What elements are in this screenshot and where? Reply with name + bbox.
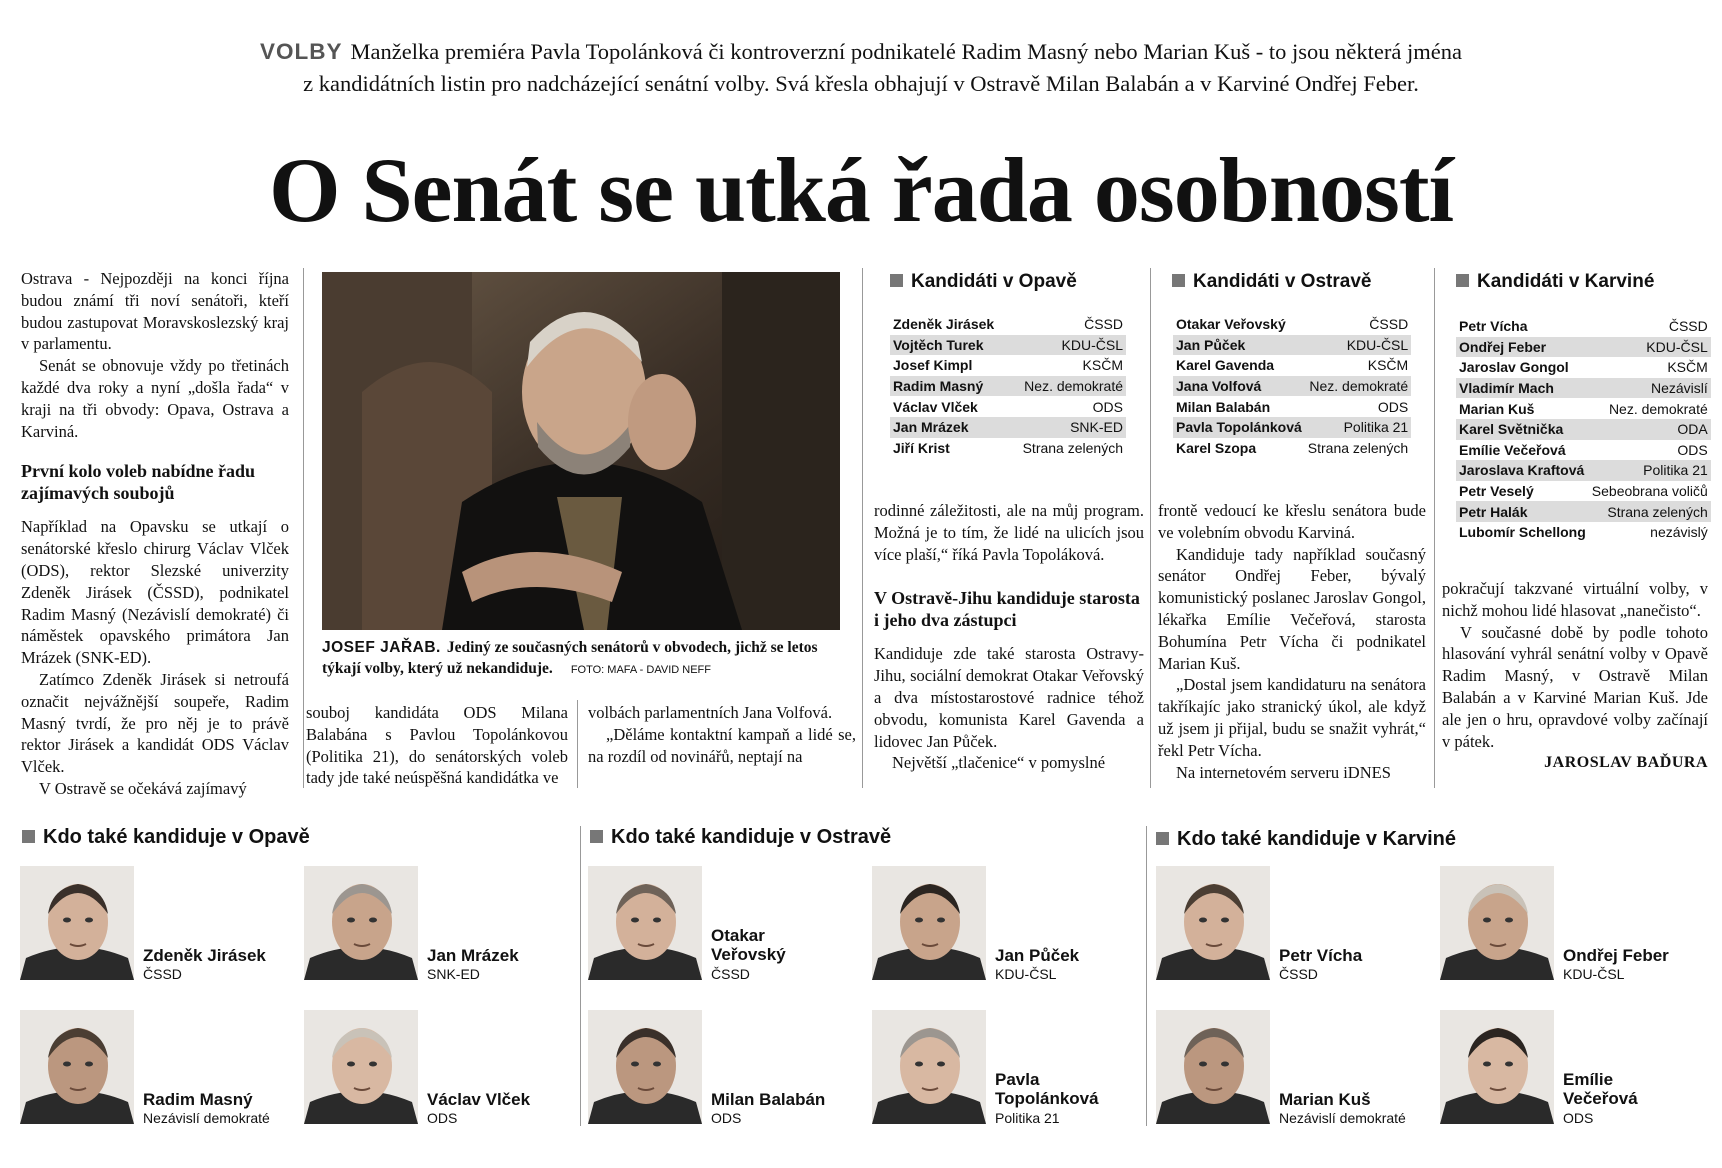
article-column-1 (21, 268, 289, 800)
article-paragraph: frontě vedoucí ke křeslu senátora bude ve volebním obvodu Karviná. (1158, 501, 1426, 542)
portrait-photo (872, 1010, 986, 1124)
article-paragraph: „Děláme kontaktní kampaň a lidé se, na rozdíl od novinářů, neptají na (588, 724, 856, 766)
candidate-name: Jan Mrázek (890, 417, 1008, 438)
article-paragraph: Největší „tlačenice“ v pomyslné (892, 753, 1106, 773)
subheading: První kolo voleb nabídne řadu zajímavých soubojů (21, 461, 256, 504)
candidate-party: ČSSD (1668, 318, 1708, 335)
candidate-row (1456, 398, 1711, 419)
candidate-name: Jiří Krist (893, 439, 950, 456)
also-title-ostrava (590, 826, 891, 849)
article-paragraph: V Ostravě se očekává zajímavý (39, 778, 247, 798)
candidate-party: Strana zelených (1022, 439, 1123, 456)
article-paragraph: „Dostal jsem kandidaturu na senátora takříkajíc jako stranický úkol, ale když už jsem ji přijal, budu se snažit vyhrát,“ řekl Petr Vícha. (1158, 675, 1426, 760)
candidate-row (1456, 419, 1711, 440)
section-kicker: VOLBY (260, 39, 343, 64)
lead-text-1: Manželka premiéra Pavla Topolánková či kontroverzní podnikatelé Radim Masný nebo Marian Kuš - to jsou některá jména (350, 39, 1462, 64)
box-title-ostrava (1172, 270, 1371, 294)
candidate-name: Radim Masný (890, 376, 1008, 397)
candidate-party: nezávislý (1650, 524, 1708, 541)
headline: O Senát se utká řada osobností (268, 139, 1454, 241)
portrait-party: Nezávislí demokraté (143, 1110, 270, 1126)
candidate-name: Vojtěch Turek (890, 335, 1008, 356)
candidate-name: Petr Halák (1456, 501, 1589, 522)
candidate-row (1173, 396, 1411, 417)
subheading: V Ostravě-Jihu kandiduje starosta i jeho dva zástupci (874, 588, 1140, 631)
square-bullet-icon (1172, 274, 1185, 287)
photo-credit: FOTO: MAFA - DAVID NEFF (570, 664, 711, 676)
portrait-photo (1440, 866, 1554, 980)
article-paragraph: pokračují takzvané virtuální volby, v nichž mohou lidé hlasovat „nanečisto“. (1442, 579, 1708, 620)
caption-text: Jediný ze současných senátorů v obvodech, jichž se letos týkají volby, který už nekandiduje. (322, 639, 818, 677)
main-photo (322, 272, 840, 630)
column-divider (577, 700, 578, 788)
candidate-party: Strana zelených (1589, 501, 1711, 522)
candidate-row (1456, 501, 1711, 522)
article-paragraph: Zatímco Zdeněk Jirásek si netroufá označit nejvážnější soupeře, Radim Masný tvrdí, že pro něj je to právě rektor Jirásek a kandidát ODS Václav Vlček. (21, 669, 289, 777)
candidate-party: Strana zelených (1307, 439, 1409, 456)
square-bullet-icon (890, 274, 903, 287)
portrait-photo (1440, 1010, 1554, 1124)
portrait-name: Radim Masný (143, 1090, 253, 1109)
portrait-party: KDU-ČSL (1563, 966, 1625, 982)
portrait-photo (304, 1010, 418, 1124)
square-bullet-icon (590, 830, 603, 843)
portrait-photo (1156, 866, 1270, 980)
candidate-row (1456, 522, 1711, 543)
portrait-party: ODS (1563, 1110, 1594, 1126)
candidate-party: KDU-ČSL (1008, 335, 1126, 356)
portrait-photo (20, 866, 134, 980)
candidate-name: Václav Vlček (893, 398, 978, 415)
candidate-name: Jaroslava Kraftová (1456, 460, 1589, 481)
also-title-text: Kdo také kandiduje v Karviné (1177, 828, 1456, 850)
article-paragraph: Například na Opavsku se utkají o senátorské křeslo chirurg Václav Vlček (ODS), rektor Slezské univerzity Zdeněk Jirásek (ČSSD), podnikatel Radim Masný (Nezávislí demokraté) či náměstek opavského primátora Jan Mrázek (SNK-ED). (21, 517, 289, 668)
portrait-name: Ondřej Feber (1563, 946, 1669, 965)
candidate-party: KSČM (1667, 359, 1708, 376)
candidate-party: Politika 21 (1305, 417, 1411, 438)
candidate-row (1456, 378, 1711, 399)
column-divider (1150, 268, 1151, 788)
candidate-row (1456, 460, 1711, 481)
candidate-name: Emílie Večeřová (1459, 441, 1566, 458)
candidate-party: KDU-ČSL (1305, 335, 1411, 356)
portrait-name: Pavla Topolánková (995, 1070, 1099, 1108)
portrait-name: Petr Vícha (1279, 946, 1363, 965)
article-paragraph: rodinné záležitosti, ale na můj program. Možná je to tím, že lidé na ulicích jsou více plaší,“ říká Pavla Topoláková. (874, 501, 1144, 564)
column-divider (862, 268, 863, 788)
article-column-6 (1442, 578, 1708, 774)
box-title-text: Kandidáti v Opavě (911, 271, 1077, 292)
candidates-table-karvina (1456, 316, 1711, 543)
portrait-photo (1156, 1010, 1270, 1124)
portrait-photo (872, 866, 986, 980)
portrait-name: Milan Balabán (711, 1090, 826, 1109)
candidates-table-ostrava (1173, 314, 1411, 458)
candidate-row (890, 417, 1126, 438)
candidate-name: Jaroslav Gongol (1459, 359, 1569, 376)
article-column-5 (1158, 500, 1426, 783)
photo-caption (322, 637, 842, 681)
portrait-photo (304, 866, 418, 980)
portrait-party: Politika 21 (995, 1110, 1060, 1126)
candidate-name: Lubomír Schellong (1459, 524, 1586, 541)
candidate-party: KDU-ČSL (1589, 337, 1711, 358)
candidate-party: Nez. demokraté (1608, 400, 1708, 417)
also-title-karvina (1156, 828, 1456, 851)
candidate-party: Politika 21 (1589, 460, 1711, 481)
candidate-row (1173, 335, 1411, 356)
candidate-party: Nezávislí (1589, 378, 1711, 399)
candidate-name: Vladimír Mach (1456, 378, 1589, 399)
candidate-name: Pavla Topolánková (1173, 417, 1305, 438)
caption-name: JOSEF JAŘAB. (322, 639, 441, 656)
candidate-row (1456, 481, 1711, 502)
column-divider (303, 268, 304, 788)
article-paragraph: Ostrava - Nejpozději na konci října budou známí tři noví senátoři, kteří budou zastupovat Moravskoslezský kraj v parlamentu. (21, 269, 289, 354)
article-paragraph: V současné době by podle tohoto hlasování vyhrál senátní volby v Opavě Radim Masný, v Ostravě Milan Balabán a v Karviné Marian Kuš. Jde ale jen o hru, opravdové volby začínají v pátek. (1442, 622, 1708, 751)
candidate-name: Jan Půček (1173, 335, 1305, 356)
portrait-photo (588, 866, 702, 980)
candidate-name: Marian Kuš (1459, 400, 1535, 417)
candidate-party: ODS (1092, 398, 1123, 415)
also-title-opava (22, 826, 310, 849)
article-paragraph: Kandiduje zde také starosta Ostravy-Jihu, sociální demokrat Otakar Veřovský a dva místostarostové radnice téhož obvodu, komunista Karel Gavenda a lidovec Jan Půček. (874, 644, 1144, 751)
portrait-party: KDU-ČSL (995, 966, 1057, 982)
portrait-name: Jan Půček (995, 946, 1080, 965)
byline: JAROSLAV BAĎURA (1544, 754, 1708, 772)
square-bullet-icon (22, 830, 35, 843)
square-bullet-icon (1456, 274, 1469, 287)
candidate-name: Zdeněk Jirásek (893, 316, 995, 333)
candidate-name: Ondřej Feber (1456, 337, 1589, 358)
portrait-name: Václav Vlček (427, 1090, 531, 1109)
column-divider (1434, 268, 1435, 788)
candidate-party: Nez. demokraté (1008, 376, 1126, 397)
article-paragraph: volbách parlamentních Jana Volfová. (588, 703, 833, 722)
candidate-row (1173, 355, 1411, 376)
candidate-party: SNK-ED (1008, 417, 1126, 438)
candidate-name: Milan Balabán (1176, 398, 1271, 415)
candidate-row (1456, 316, 1711, 337)
portrait-party: ČSSD (1279, 966, 1318, 982)
candidates-table-opava (890, 314, 1126, 458)
portrait-photo (20, 1010, 134, 1124)
candidate-row (890, 314, 1126, 335)
candidate-row (890, 438, 1126, 459)
box-title-karvina (1456, 270, 1654, 294)
portrait-party: ODS (711, 1110, 742, 1126)
also-title-text: Kdo také kandiduje v Ostravě (611, 826, 892, 848)
candidate-row (1173, 417, 1411, 438)
article-column-2 (306, 702, 568, 789)
lead-line-1 (0, 36, 1722, 68)
candidate-row (890, 396, 1126, 417)
portrait-photo (588, 1010, 702, 1124)
article-column-4 (874, 500, 1144, 774)
candidate-party: Nez. demokraté (1305, 376, 1411, 397)
box-title-text: Kandidáti v Ostravě (1193, 271, 1372, 292)
candidate-party: KSČM (1082, 357, 1123, 374)
portrait-name: Otakar Veřovský (711, 926, 786, 964)
article-paragraph: Senát se obnovuje vždy po třetinách každé dva roky a nyní „došla řada“ v kraji na tři obvody: Opava, Ostrava a Karviná. (21, 356, 289, 441)
section-divider (1146, 826, 1147, 1126)
article-column-3 (588, 702, 856, 767)
portrait-party: ČSSD (711, 966, 750, 982)
candidate-name: Karel Gavenda (1176, 357, 1275, 374)
candidate-row (890, 355, 1126, 376)
portrait-name: Jan Mrázek (427, 946, 519, 965)
candidate-row (1173, 314, 1411, 335)
candidate-party: ČSSD (1084, 316, 1123, 333)
portrait-party: ČSSD (143, 966, 182, 982)
candidate-name: Jana Volfová (1173, 376, 1305, 397)
lead-line-2: z kandidátních listin pro nadcházející senátní volby. Svá křesla obhajují v Ostravě Milan Balabán a v Karviné Ondřej Feber. (303, 71, 1419, 96)
portrait-party: ODS (427, 1110, 458, 1126)
candidate-name: Petr Vícha (1459, 318, 1528, 335)
portrait-name: Marian Kuš (1279, 1090, 1371, 1109)
section-divider (580, 826, 581, 1126)
box-title-text: Kandidáti v Karviné (1477, 271, 1655, 292)
candidate-row (1173, 376, 1411, 397)
candidate-row (890, 376, 1126, 397)
candidate-party: ČSSD (1369, 316, 1409, 333)
also-title-text: Kdo také kandiduje v Opavě (43, 826, 310, 848)
candidate-party: ODS (1377, 398, 1409, 415)
candidate-party: ODA (1589, 419, 1711, 440)
candidate-name: Karel Světnička (1456, 419, 1589, 440)
portrait-name: Zdeněk Jirásek (143, 946, 266, 965)
square-bullet-icon (1156, 832, 1169, 845)
portrait-party: Nezávislí demokraté (1279, 1110, 1406, 1126)
article-paragraph: Na internetovém serveru iDNES (1176, 762, 1391, 782)
portrait-party: SNK-ED (427, 966, 480, 982)
candidate-name: Karel Szopa (1176, 439, 1257, 456)
candidate-row (1173, 438, 1411, 459)
candidate-name: Petr Veselý (1459, 483, 1534, 500)
candidate-party: ODS (1677, 441, 1708, 458)
candidate-row (890, 335, 1126, 356)
box-title-opava (890, 270, 1077, 294)
candidate-party: KSČM (1367, 357, 1409, 374)
article-paragraph: souboj kandidáta ODS Milana Balabána s Pavlou Topolánkovou (Politika 21), do senátorských voleb tady jde také neúspěšná kandidátka ve (306, 703, 568, 788)
candidate-party: Sebeobrana voličů (1591, 483, 1708, 500)
candidate-row (1456, 337, 1711, 358)
portrait-name: Emílie Večeřová (1563, 1070, 1638, 1108)
candidate-name: Otakar Veřovský (1176, 316, 1286, 333)
article-paragraph: Kandiduje tady například současný senátor Ondřej Feber, bývalý komunistický poslanec Jaroslav Gongol, lékařka Emílie Večeřová, starosta Bohumína Petr Vícha či podnikatel Marian Kuš. (1158, 544, 1426, 673)
candidate-row (1456, 357, 1711, 378)
candidate-name: Josef Kimpl (893, 357, 973, 374)
candidate-row (1456, 440, 1711, 461)
